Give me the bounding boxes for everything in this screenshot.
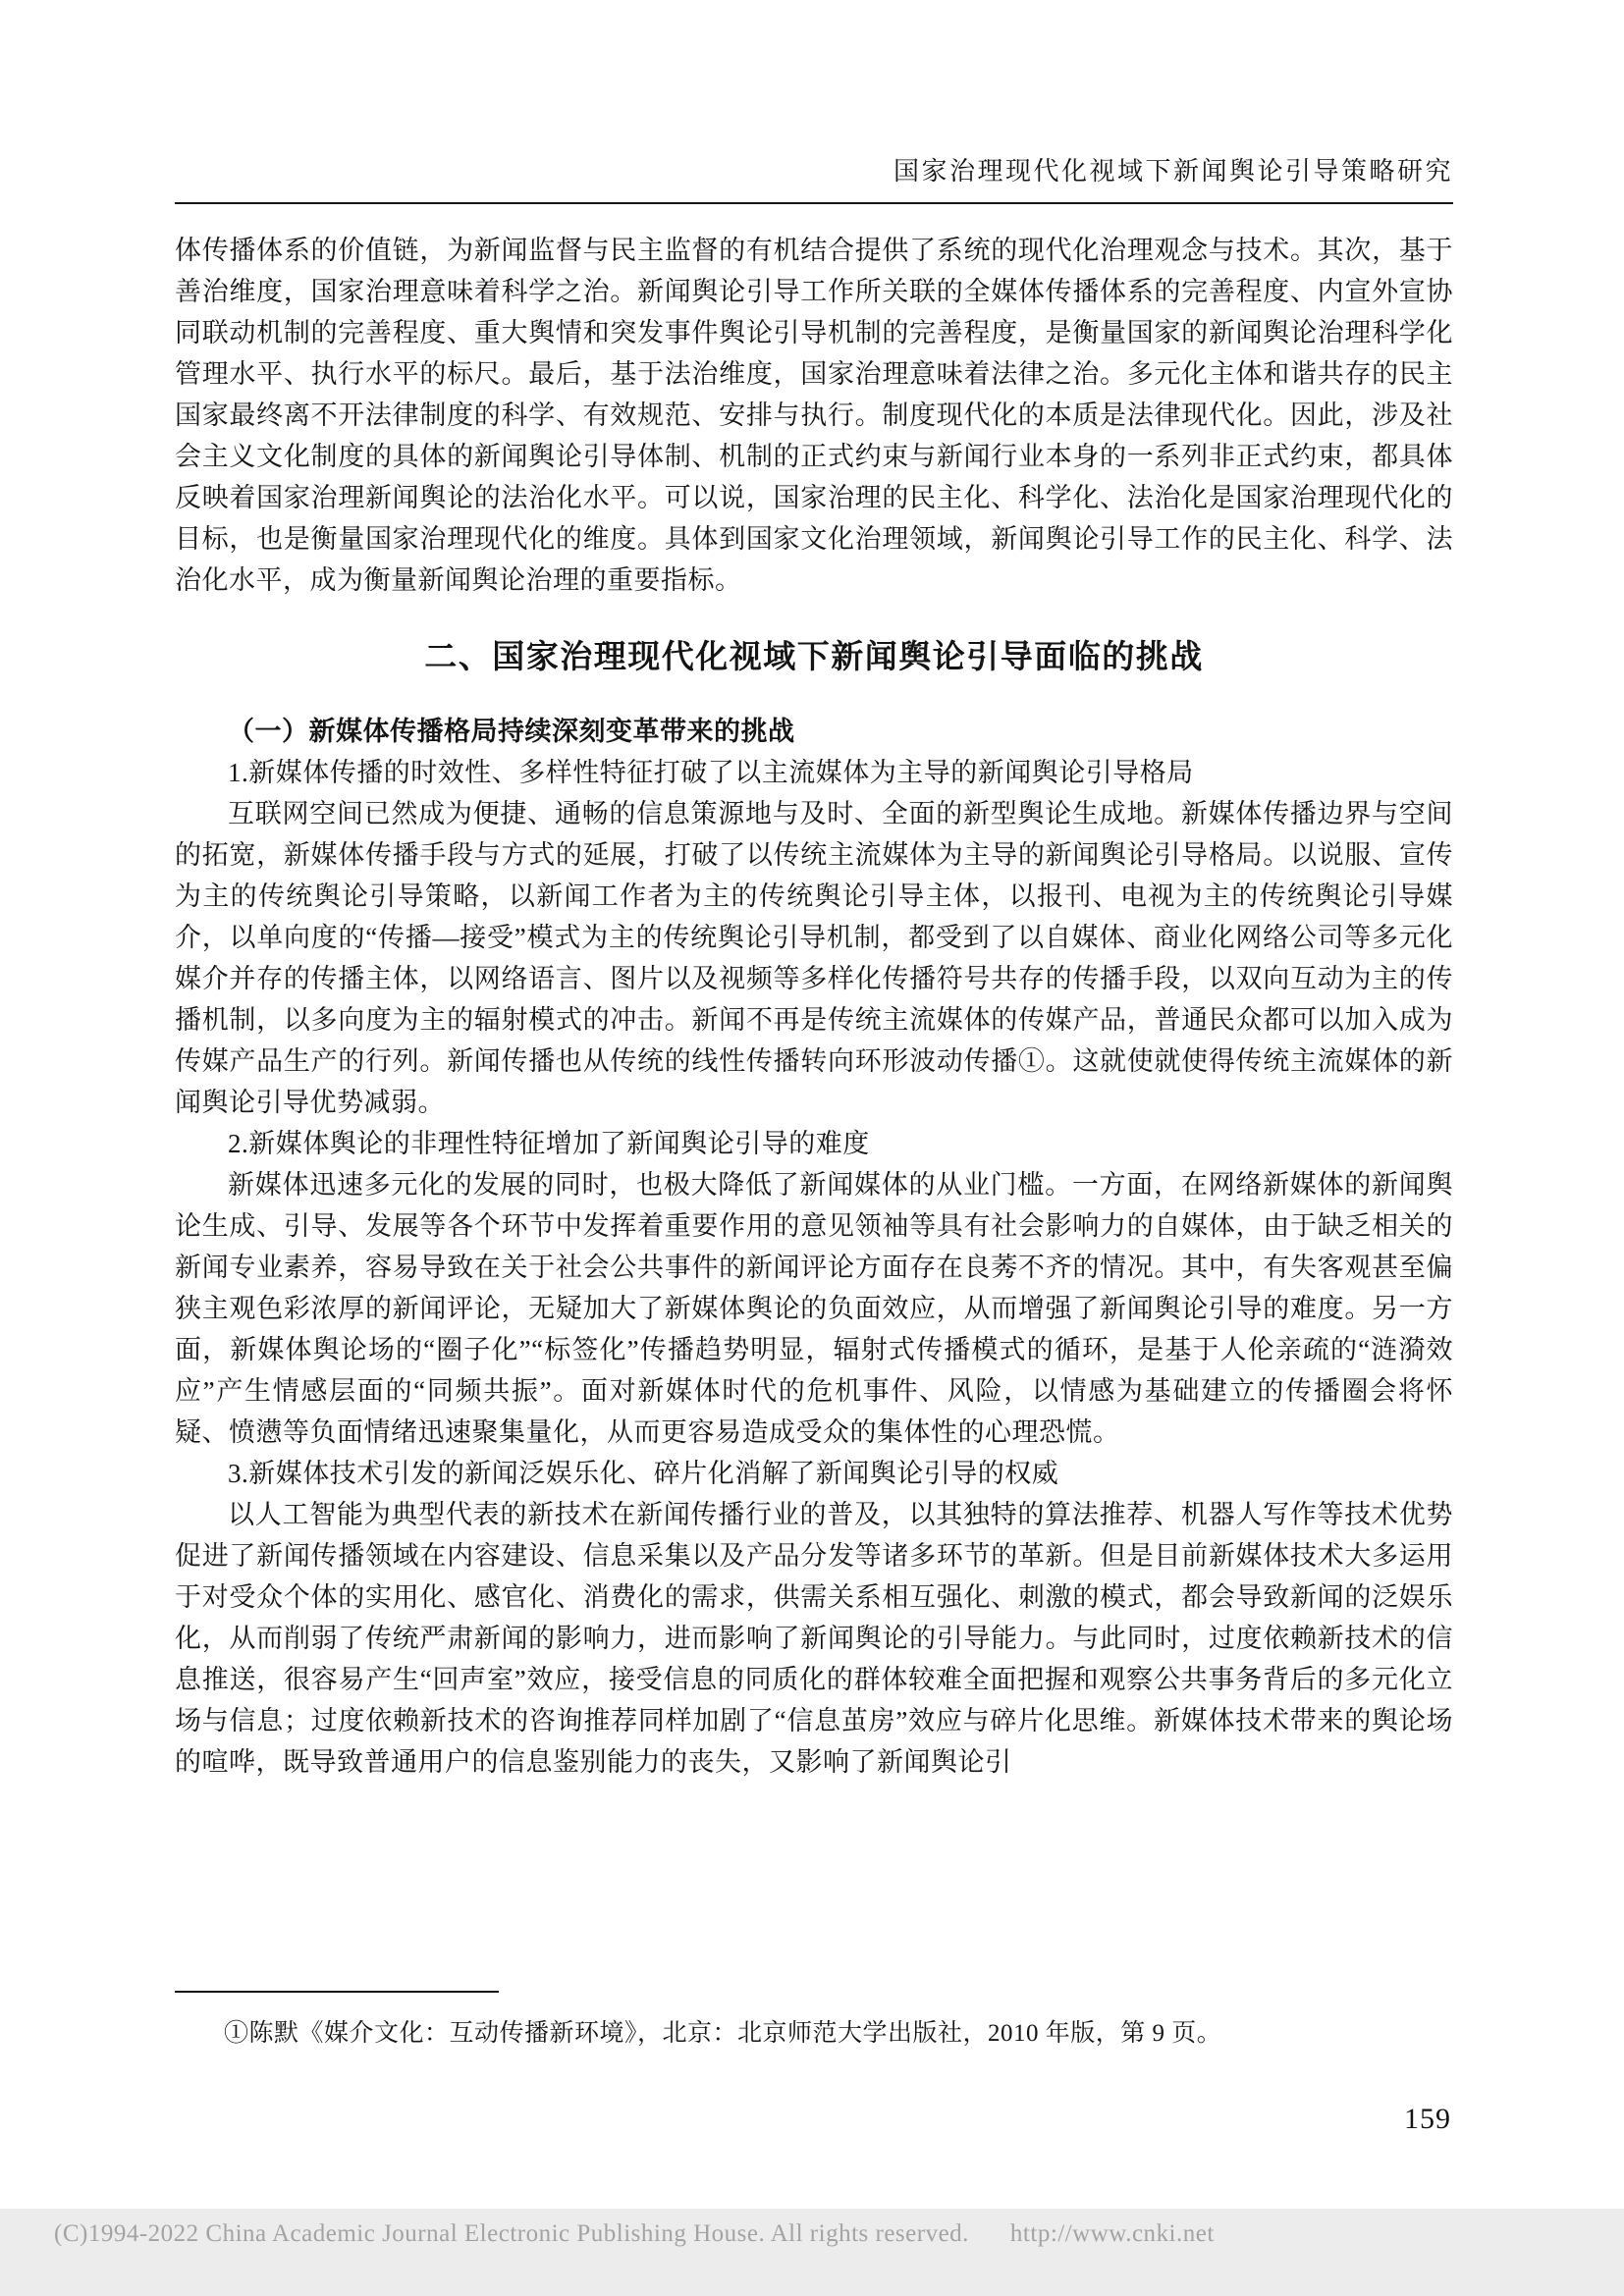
footnote-block [175, 1991, 1453, 2052]
footnote-text: ①陈默《媒介文化：互动传播新环境》，北京：北京师范大学出版社，2010 年版，第 9 页。 [224, 2020, 1222, 2047]
item-1-paragraph: 互联网空间已然成为便捷、通畅的信息策源地与及时、全面的新型舆论生成地。新媒体传播边界与空间的拓宽，新媒体传播手段与方式的延展，打破了以传统主流媒体为主导的新闻舆论引导格局。以说服、宣传为主的传统舆论引导策略，以新闻工作者为主的传统舆论引导主体，以报刊、电视为主的传统舆论引导媒介，以单向度的“传播—接受”模式为主的传统舆论引导机制，都受到了以自媒体、商业化网络公司等多元化媒介并存的传播主体，以网络语言、图片以及视频等多样化传播符号共存的传播手段，以双向互动为主的传播机制，以多向度为主的辐射模式的冲击。新闻不再是传统主流媒体的传媒产品，普通民众都可以加入成为传媒产品生产的行列。新闻传播也从传统的线性传播转向环形波动传播①。这就使就使得传统主流媒体的新闻舆论引导优势减弱。 [175, 799, 1453, 1117]
footnote-rule [175, 1991, 499, 1993]
article-body [175, 230, 1453, 1783]
running-head-title: 国家治理现代化视域下新闻舆论引导策略研究 [893, 157, 1453, 186]
item-3-heading: 3.新媒体技术引发的新闻泛娱乐化、碎片化消解了新闻舆论引导的权威 [228, 1459, 1059, 1488]
cnki-footer-band [0, 2209, 1624, 2296]
subsection-heading: （一）新媒体传播格局持续深刻变革带来的挑战 [228, 717, 795, 746]
footer-copyright: (C)1994-2022 China Academic Journal Electronic Publishing House. All rights reserved. [54, 2220, 969, 2247]
header-rule [175, 202, 1453, 204]
section-heading: 二、国家治理现代化视域下新闻舆论引导面临的挑战 [424, 640, 1204, 675]
page-number: 159 [1404, 2103, 1451, 2135]
continued-paragraph: 体传播体系的价值链，为新闻监督与民主监督的有机结合提供了系统的现代化治理观念与技术。其次，基于善治维度，国家治理意味着科学之治。新闻舆论引导工作所关联的全媒体传播体系的完善程度、内宣外宣协同联动机制的完善程度、重大舆情和突发事件舆论引导机制的完善程度，是衡量国家的新闻舆论治理科学化管理水平、执行水平的标尺。最后，基于法治维度，国家治理意味着法律之治。多元化主体和谐共存的民主国家最终离不开法律制度的科学、有效规范、安排与执行。制度现代化的本质是法律现代化。因此，涉及社会主义文化制度的具体的新闻舆论引导体制、机制的正式约束与新闻行业本身的一系列非正式约束，都具体反映着国家治理新闻舆论的法治化水平。可以说，国家治理的民主化、科学化、法治化是国家治理现代化的目标，也是衡量国家治理现代化的维度。具体到国家文化治理领域，新闻舆论引导工作的民主化、科学、法治化水平，成为衡量新闻舆论治理的重要指标。 [175, 236, 1453, 595]
footer-url: http://www.cnki.net [1009, 2220, 1215, 2247]
item-1-heading: 1.新媒体传播的时效性、多样性特征打破了以主流媒体为主导的新闻舆论引导格局 [228, 758, 1194, 787]
item-2-heading: 2.新媒体舆论的非理性特征增加了新闻舆论引导的难度 [228, 1129, 870, 1158]
item-2-paragraph: 新媒体迅速多元化的发展的同时，也极大降低了新闻媒体的从业门槛。一方面，在网络新媒体的新闻舆论生成、引导、发展等各个环节中发挥着重要作用的意见领袖等具有社会影响力的自媒体，由于缺乏相关的新闻专业素养，容易导致在关于社会公共事件的新闻评论方面存在良莠不齐的情况。其中，有失客观甚至偏狭主观色彩浓厚的新闻评论，无疑加大了新媒体舆论的负面效应，从而增强了新闻舆论引导的难度。另一方面，新媒体舆论场的“圈子化”“标签化”传播趋势明显，辐射式传播模式的循环，是基于人伦亲疏的“涟漪效应”产生情感层面的“同频共振”。面对新媒体时代的危机事件、风险，以情感为基础建立的传播圈会将怀疑、愤懑等负面情绪迅速聚集量化，从而更容易造成受众的集体性的心理恐慌。 [175, 1170, 1453, 1447]
page-content [175, 155, 1453, 1783]
item-3-paragraph: 以人工智能为典型代表的新技术在新闻传播行业的普及，以其独特的算法推荐、机器人写作等技术优势促进了新闻传播领域在内容建设、信息采集以及产品分发等诸多环节的革新。但是目前新媒体技术大多运用于对受众个体的实用化、感官化、消费化的需求，供需关系相互强化、刺激的模式，都会导致新闻的泛娱乐化，从而削弱了传统严肃新闻的影响力，进而影响了新闻舆论的引导能力。与此同时，过度依赖新技术的信息推送，很容易产生“回声室”效应，接受信息的同质化的群体较难全面把握和观察公共事务背后的多元化立场与信息；过度依赖新技术的咨询推荐同样加剧了“信息茧房”效应与碎片化思维。新媒体技术带来的舆论场的喧哗，既导致普通用户的信息鉴别能力的丧失，又影响了新闻舆论引 [175, 1500, 1453, 1777]
